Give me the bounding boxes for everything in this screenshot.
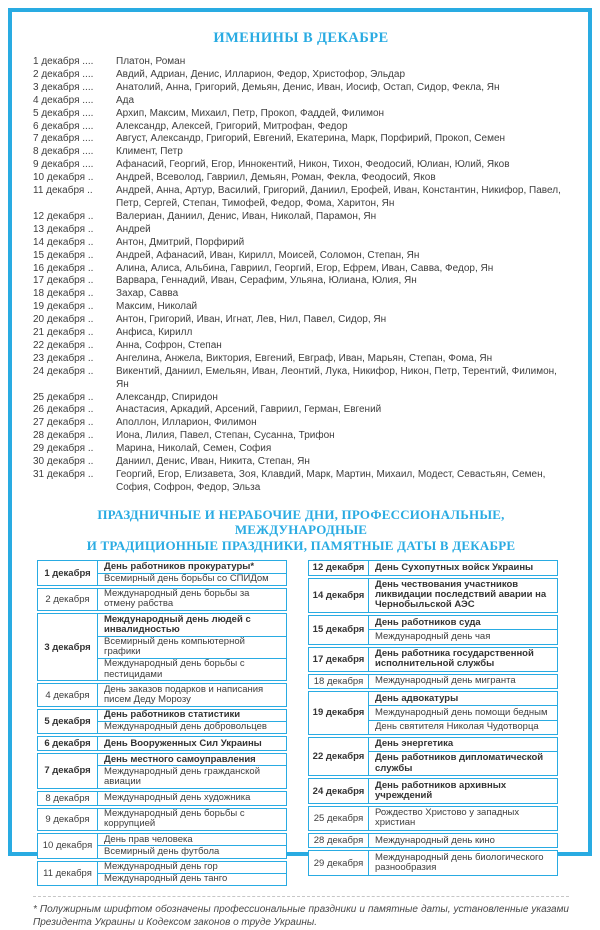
- nameday-names: Антон, Григорий, Иван, Игнат, Лев, Нил, Павел, Сидор, Ян: [116, 314, 387, 326]
- holiday-item: День прав человека: [98, 834, 286, 846]
- holiday-item: Международный день добровольцев: [104, 721, 267, 733]
- holiday-item: Международный день художника: [104, 792, 251, 804]
- nameday-row: [33, 340, 569, 353]
- nameday-row: [33, 250, 569, 263]
- nameday-row: [33, 417, 569, 430]
- holiday-items: [98, 792, 286, 805]
- nameday-names: Александр, Алексей, Григорий, Митрофан, Федор: [116, 120, 348, 132]
- holiday-group: [37, 791, 287, 806]
- holiday-item: День работников прокуратуры*: [98, 561, 286, 573]
- nameday-date: 28 декабря ..: [33, 430, 94, 442]
- nameday-date: 25 декабря ..: [33, 391, 94, 403]
- holiday-date-cell: 19 декабря: [309, 692, 369, 734]
- holiday-items: [369, 648, 557, 671]
- holiday-item: Международный день кино: [375, 834, 495, 846]
- holiday-date-cell: 4 декабря: [38, 684, 98, 705]
- holiday-items: [369, 851, 557, 874]
- namedays-title: ИМЕНИНЫ В ДЕКАБРЕ: [213, 30, 389, 46]
- holiday-items: [98, 589, 286, 610]
- holiday-group: [37, 753, 287, 789]
- holidays-title-line1: ПРАЗДНИЧНЫЕ И НЕРАБОЧИЕ ДНИ, ПРОФЕССИОНАЛЬНЫЕ, МЕЖДУНАРОДНЫЕ: [97, 506, 505, 538]
- nameday-names: Афанасий, Георгий, Егор, Иннокентий, Никон, Тихон, Феодосий, Юлиан, Юлий, Яков: [116, 159, 510, 171]
- holiday-items: [369, 692, 557, 734]
- holiday-group: [37, 683, 287, 706]
- holiday-items: [98, 737, 286, 750]
- holiday-item: Международный день помощи бедным: [369, 706, 557, 720]
- holiday-item: День Сухопутных войск Украины: [375, 561, 534, 573]
- holiday-group: [308, 806, 558, 831]
- nameday-names: Архип, Максим, Михаил, Петр, Прокоп, Фаддей, Филимон: [116, 107, 385, 119]
- nameday-names: Максим, Николай: [116, 301, 198, 313]
- holiday-item: День местного самоуправления: [98, 754, 286, 766]
- nameday-names: Георгий, Егор, Елизавета, Зоя, Клавдий, Марк, Мартин, Михаил, Модест, Севастьян, Семен, София, Софрон, Федор, Эльза: [116, 469, 546, 493]
- nameday-row: [33, 301, 569, 314]
- nameday-date: 29 декабря ..: [33, 443, 94, 455]
- nameday-date: 31 декабря ..: [33, 469, 94, 480]
- nameday-row: [33, 392, 569, 405]
- holiday-items: [369, 834, 557, 847]
- holiday-item: День Вооруженных Сил Украины: [104, 737, 262, 749]
- nameday-date: 5 декабря ....: [33, 107, 94, 119]
- holidays-title: [33, 507, 569, 554]
- nameday-row: [33, 430, 569, 443]
- holiday-item: Международный день борьбы за отмену рабства: [104, 588, 250, 610]
- holiday-item: День святителя Николая Чудотворца: [375, 721, 539, 733]
- nameday-names: Анатолий, Анна, Григорий, Демьян, Денис, Иван, Иосиф, Остап, Сидор, Фекла, Ян: [116, 81, 500, 93]
- holiday-items: [98, 614, 286, 680]
- holiday-items: [98, 862, 286, 885]
- nameday-date: 30 декабря ..: [33, 456, 94, 468]
- nameday-date: 3 декабря ....: [33, 81, 94, 93]
- holiday-item: Международный день чая: [375, 630, 491, 642]
- nameday-names: Ангелина, Анжела, Виктория, Евгений, Евграф, Иван, Марьян, Степан, Фома, Ян: [116, 352, 493, 364]
- nameday-date: 27 декабря ..: [33, 417, 94, 429]
- nameday-row: [33, 327, 569, 340]
- holiday-group: [37, 709, 287, 734]
- nameday-row: [33, 353, 569, 366]
- nameday-date: 16 декабря ..: [33, 262, 94, 274]
- nameday-date: 4 декабря ....: [33, 94, 94, 106]
- nameday-row: [33, 108, 569, 121]
- holiday-item: День работников статистики: [98, 710, 286, 722]
- nameday-date: 20 декабря ..: [33, 314, 94, 326]
- nameday-date: 22 декабря ..: [33, 339, 94, 351]
- holidays-column-0: [37, 560, 287, 888]
- nameday-row: [33, 404, 569, 417]
- holidays-column-1: [308, 560, 558, 888]
- page-content: [33, 0, 569, 930]
- holiday-date-cell: 18 декабря: [309, 675, 369, 688]
- nameday-names: Климент, Петр: [116, 146, 183, 158]
- holiday-item: День заказов подарков и написания писем Деду Морозу: [104, 683, 264, 706]
- nameday-row: [33, 56, 569, 69]
- nameday-date: 8 декабря ....: [33, 146, 94, 158]
- nameday-date: 14 декабря ..: [33, 236, 94, 248]
- nameday-row: [33, 366, 569, 392]
- holiday-items: [98, 710, 286, 733]
- holiday-date-cell: 12 декабря: [309, 561, 369, 574]
- holiday-items: [369, 675, 557, 688]
- holiday-date-cell: 25 декабря: [309, 807, 369, 830]
- holiday-date-cell: 6 декабря: [38, 737, 98, 750]
- nameday-names: Александр, Спиридон: [116, 391, 218, 403]
- holiday-item: Международный день гражданской авиации: [104, 765, 261, 788]
- nameday-names: Ада: [116, 94, 135, 106]
- nameday-row: [33, 263, 569, 276]
- nameday-date: 9 декабря ....: [33, 159, 94, 171]
- nameday-date: 24 декабря ..: [33, 365, 94, 377]
- nameday-date: 12 декабря ..: [33, 210, 94, 222]
- nameday-names: Платон, Роман: [116, 56, 186, 67]
- holiday-date-cell: 8 декабря: [38, 792, 98, 805]
- holiday-date-cell: 10 декабря: [38, 834, 98, 857]
- holiday-item: Международный день борьбы с коррупцией: [104, 808, 245, 830]
- nameday-names: Варвара, Геннадий, Иван, Серафим, Ульяна, Юлиана, Юлия, Ян: [116, 275, 417, 287]
- holiday-date-cell: 2 декабря: [38, 589, 98, 610]
- nameday-names: Анастасия, Аркадий, Арсений, Гавриил, Герман, Евгений: [116, 404, 382, 416]
- nameday-row: [33, 275, 569, 288]
- holiday-group: [308, 647, 558, 672]
- nameday-date: 2 декабря ....: [33, 68, 94, 80]
- nameday-date: 10 декабря ..: [33, 172, 94, 184]
- nameday-names: Андрей, Афанасий, Иван, Кирилл, Моисей, Соломон, Степан, Ян: [116, 249, 420, 261]
- nameday-row: [33, 211, 569, 224]
- holiday-item: Международный день людей с инвалидностью: [98, 614, 286, 636]
- nameday-row: [33, 159, 569, 172]
- nameday-names: Викентий, Даниил, Емельян, Иван, Леонтий, Лука, Никифор, Никон, Петр, Терентий, Филимон, Ян: [116, 365, 557, 390]
- holiday-group: [308, 691, 558, 735]
- holiday-item: Международный день танго: [104, 873, 228, 885]
- holiday-date-cell: 22 декабря: [309, 738, 369, 776]
- holiday-date-cell: 7 декабря: [38, 754, 98, 788]
- holiday-item: День чествования участников ликвидации последствий аварии на Чернобыльской АЭС: [375, 579, 547, 611]
- holiday-group: [308, 560, 558, 575]
- nameday-row: [33, 237, 569, 250]
- holiday-item: Международный день борьбы с пестицидами: [104, 658, 245, 680]
- nameday-date: 21 декабря ..: [33, 327, 94, 339]
- nameday-date: 6 декабря ....: [33, 120, 94, 132]
- nameday-row: [33, 172, 569, 185]
- holiday-date-cell: 14 декабря: [309, 579, 369, 613]
- holiday-group: [308, 615, 558, 644]
- holiday-items: [369, 738, 557, 776]
- nameday-row: [33, 314, 569, 327]
- holiday-group: [308, 674, 558, 689]
- holiday-item: Всемирный день борьбы со СПИДом: [104, 573, 269, 585]
- nameday-names: Аполлон, Илларион, Филимон: [116, 417, 257, 429]
- holiday-group: [37, 861, 287, 886]
- holiday-item: День работников архивных учреждений: [375, 779, 507, 802]
- holiday-items: [98, 834, 286, 857]
- holiday-date-cell: 28 декабря: [309, 834, 369, 847]
- holiday-group: [308, 778, 558, 803]
- holiday-item: День работников суда: [369, 616, 557, 630]
- holiday-items: [98, 754, 286, 788]
- footnote: * Полужирным шрифтом обозначены профессиональные праздники и памятные даты, установленные указами Президента Украины и Кодексом законов о труде Украины.: [33, 896, 569, 930]
- nameday-names: Алина, Алиса, Альбина, Гавриил, Георгий, Егор, Ефрем, Иван, Савва, Федор, Ян: [116, 262, 494, 274]
- holiday-item: Всемирный день компьютерной графики: [98, 637, 286, 659]
- nameday-row: [33, 133, 569, 146]
- holiday-items: [369, 561, 557, 574]
- holiday-group: [308, 578, 558, 614]
- holiday-date-cell: 1 декабря: [38, 561, 98, 584]
- holiday-group: [308, 833, 558, 848]
- namedays-list: [33, 56, 569, 495]
- holiday-date-cell: 9 декабря: [38, 809, 98, 830]
- nameday-row: [33, 185, 569, 211]
- holiday-group: [37, 588, 287, 611]
- holiday-items: [369, 779, 557, 802]
- nameday-names: Марина, Николай, Семен, София: [116, 443, 272, 455]
- holiday-items: [369, 807, 557, 830]
- holiday-items: [98, 561, 286, 584]
- holiday-group: [308, 737, 558, 777]
- holiday-item: Международный день биологического разнообразия: [375, 851, 544, 874]
- nameday-date: 13 декабря ..: [33, 223, 94, 235]
- holiday-group: [37, 833, 287, 858]
- nameday-names: Антон, Дмитрий, Порфирий: [116, 236, 245, 248]
- holiday-date-cell: 24 декабря: [309, 779, 369, 802]
- nameday-date: 19 декабря ..: [33, 301, 94, 313]
- nameday-date: 11 декабря ..: [33, 185, 93, 197]
- holiday-date-cell: 11 декабря: [38, 862, 98, 885]
- nameday-names: Валериан, Даниил, Денис, Иван, Николай, Парамон, Ян: [116, 210, 377, 222]
- holiday-items: [369, 579, 557, 613]
- holiday-items: [98, 684, 286, 705]
- holiday-item: Всемирный день футбола: [104, 845, 220, 857]
- nameday-row: [33, 95, 569, 108]
- nameday-row: [33, 121, 569, 134]
- nameday-row: [33, 224, 569, 237]
- holiday-group: [37, 560, 287, 585]
- nameday-row: [33, 82, 569, 95]
- holiday-item: Международный день гор: [98, 862, 286, 874]
- nameday-date: 1 декабря ....: [33, 56, 94, 67]
- nameday-row: [33, 146, 569, 159]
- nameday-date: 15 декабря ..: [33, 249, 94, 261]
- nameday-names: Андрей, Анна, Артур, Василий, Григорий, Даниил, Ерофей, Иван, Константин, Никифор, Павел, Петр, Сергей, Степан, Тимофей, Федор, Фома, Харитон, Ян: [116, 185, 561, 209]
- nameday-date: 18 декабря ..: [33, 288, 94, 300]
- holiday-group: [37, 808, 287, 831]
- nameday-date: 23 декабря ..: [33, 352, 94, 364]
- nameday-names: Анфиса, Кирилл: [116, 327, 193, 339]
- nameday-row: [33, 443, 569, 456]
- holiday-item: Международный день мигранта: [375, 675, 516, 687]
- nameday-names: Август, Александр, Григорий, Евгений, Екатерина, Марк, Порфирий, Прокоп, Семен: [116, 133, 506, 145]
- holiday-date-cell: 3 декабря: [38, 614, 98, 680]
- holiday-items: [98, 809, 286, 830]
- holidays-title-line2: И ТРАДИЦИОННЫЕ ПРАЗДНИКИ, ПАМЯТНЫЕ ДАТЫ В ДЕКАБРЕ: [86, 537, 516, 553]
- holidays-tables: [37, 560, 569, 888]
- holiday-item: День работника государственной исполнительной службы: [375, 648, 534, 670]
- holiday-date-cell: 29 декабря: [309, 851, 369, 874]
- holiday-group: [37, 736, 287, 751]
- nameday-names: Авдий, Адриан, Денис, Илларион, Федор, Христофор, Эльдар: [116, 68, 406, 80]
- nameday-names: Анна, Софрон, Степан: [116, 339, 222, 351]
- nameday-names: Захар, Савва: [116, 288, 179, 300]
- holiday-item: День работников дипломатической службы: [375, 752, 544, 774]
- nameday-row: [33, 456, 569, 469]
- holiday-item: День энергетика: [369, 738, 557, 752]
- holiday-date-cell: 5 декабря: [38, 710, 98, 733]
- nameday-names: Иона, Лилия, Павел, Степан, Сусанна, Трифон: [116, 430, 335, 442]
- nameday-date: 26 декабря ..: [33, 404, 94, 416]
- nameday-names: Даниил, Денис, Иван, Никита, Степан, Ян: [116, 456, 310, 468]
- holiday-items: [369, 616, 557, 643]
- nameday-date: 7 декабря ....: [33, 133, 94, 145]
- holiday-group: [308, 850, 558, 875]
- holiday-group: [37, 613, 287, 681]
- holiday-date-cell: 15 декабря: [309, 616, 369, 643]
- nameday-row: [33, 469, 569, 495]
- holiday-date-cell: 17 декабря: [309, 648, 369, 671]
- nameday-date: 17 декабря ..: [33, 275, 94, 287]
- nameday-row: [33, 69, 569, 82]
- nameday-names: Андрей, Всеволод, Гавриил, Демьян, Роман, Фекла, Феодосий, Яков: [116, 172, 436, 184]
- holiday-item: День адвокатуры: [369, 692, 557, 706]
- nameday-names: Андрей: [116, 223, 151, 235]
- holiday-item: Рождество Христово у западных христиан: [375, 807, 520, 829]
- nameday-row: [33, 288, 569, 301]
